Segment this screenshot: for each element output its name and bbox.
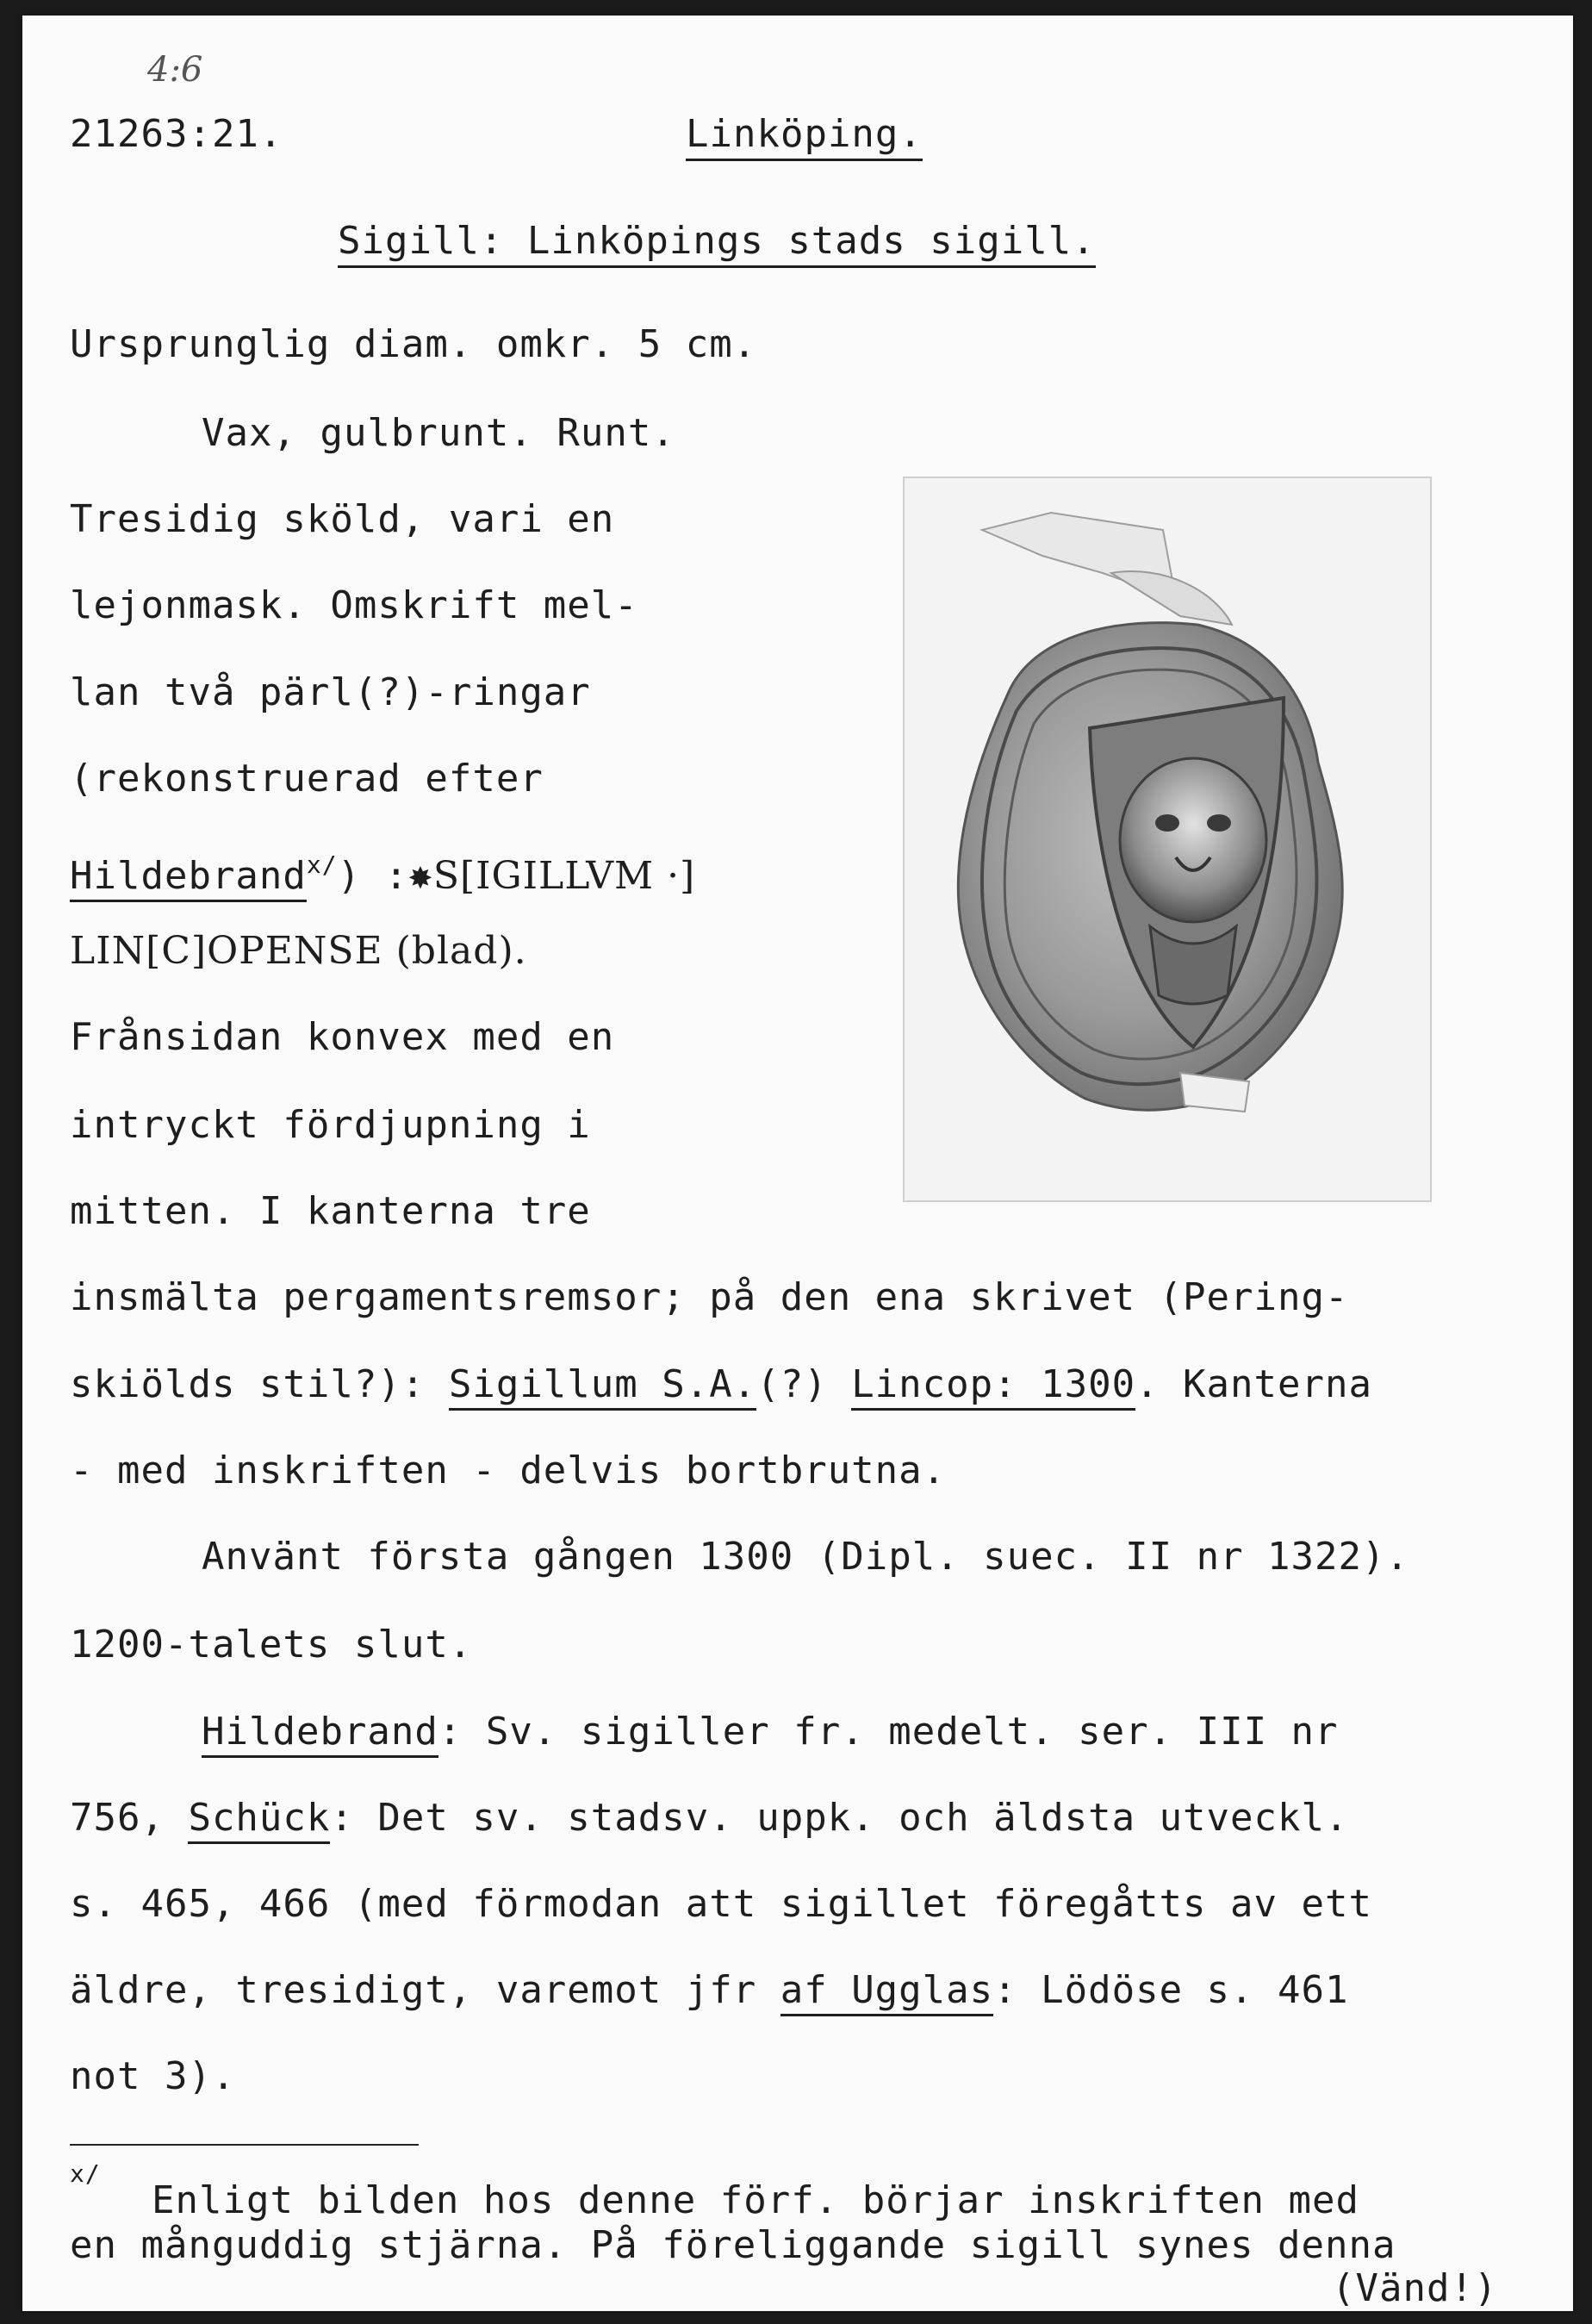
skiold-start: skiölds stil?):: [70, 1362, 449, 1406]
handwritten-note: 4:6: [147, 50, 203, 90]
hildebrand-ref: Hildebrand: [70, 854, 307, 902]
ref-line-2: [70, 1796, 1349, 1841]
text-line-lionmask: lejonmask. Omskrift mel-: [70, 583, 638, 627]
skiold-end: . Kanterna: [1135, 1362, 1372, 1406]
ref-line-5: not 3).: [70, 2054, 236, 2098]
hildebrand-paren: ) :: [337, 854, 409, 898]
inscription-part1: S[IGILLVM ·]: [432, 854, 696, 898]
footnote-divider: [70, 2144, 419, 2146]
ref-line-1-rest: : Sv. sigiller fr. medelt. ser. III nr: [438, 1710, 1339, 1754]
text-line-material: Vax, gulbrunt. Runt.: [202, 411, 675, 455]
text-line-edges: - med inskriften - delvis bortbrutna.: [70, 1449, 947, 1492]
ref-schuck: Schück: [188, 1796, 330, 1844]
ref-hildebrand: Hildebrand: [202, 1710, 438, 1758]
seal-photo: [903, 477, 1432, 1202]
text-line-used: Använt första gången 1300 (Dipl. suec. II nr 1322).: [202, 1535, 1410, 1579]
text-line-shield: Tresidig sköld, vari en: [70, 497, 615, 541]
ref-line-4-start: äldre, tresidigt, varemot jfr: [70, 1968, 780, 2012]
ref-line-3: s. 465, 466 (med förmodan att sigillet föregåtts av ett: [70, 1882, 1372, 1926]
footnote-line-2: en månguddig stjärna. På föreliggande sigill synes denna: [70, 2223, 1396, 2267]
text-line-reverse-2: intryckt fördjupning i: [70, 1103, 591, 1147]
footnote-line-1: Enligt bilden hos denne förf. börjar inskriften med: [152, 2178, 1360, 2222]
sigillum-text: Sigillum S.A.: [449, 1362, 756, 1411]
inscription-part2: LIN[C]OPENSE (blad).: [70, 929, 527, 973]
hildebrand-inscription-line: [70, 843, 695, 899]
text-line-reconstructed: (rekonstruerad efter: [70, 757, 544, 801]
text-line-century: 1200-talets slut.: [70, 1623, 473, 1667]
catalog-number: 21263:21.: [70, 112, 283, 156]
footnote-mark: x/: [70, 2159, 101, 2188]
ref-line-1: [202, 1710, 1339, 1754]
text-line-reverse-3: mitten. I kanterna tre: [70, 1189, 591, 1233]
city-heading: Linköping.: [686, 112, 923, 161]
text-line-parchment: insmälta pergamentsremsor; på den ena skrivet (Pering-: [70, 1275, 1349, 1319]
turn-over-note: (Vänd!): [1332, 2266, 1498, 2310]
skiold-mid: (?): [756, 1362, 852, 1406]
lincop-text: Lincop: 1300: [851, 1362, 1135, 1411]
text-line-reverse-1: Frånsidan konvex med en: [70, 1015, 615, 1059]
wax-seal-lion-shield-photo: [905, 478, 1430, 1200]
footnote-mark-ref: x/: [306, 850, 338, 879]
text-line-peringskiold: [70, 1362, 1372, 1407]
ref-ugglas: af Ugglas: [780, 1968, 993, 2016]
seal-title: Sigill: Linköpings stads sigill.: [338, 219, 1096, 268]
catalog-card: [22, 16, 1573, 2311]
ref-line-4: [70, 1968, 1349, 2013]
ref-line-2-start: 756,: [70, 1796, 189, 1840]
ref-line-4-rest: : Lödöse s. 461: [993, 1968, 1349, 2012]
text-line-rings: lan två pärl(?)-ringar: [70, 670, 591, 714]
star-icon: ✸: [408, 851, 433, 898]
ref-line-2-rest: : Det sv. stadsv. uppk. och äldsta utveckl.: [330, 1796, 1349, 1840]
text-line-diameter: Ursprunglig diam. omkr. 5 cm.: [70, 322, 757, 366]
